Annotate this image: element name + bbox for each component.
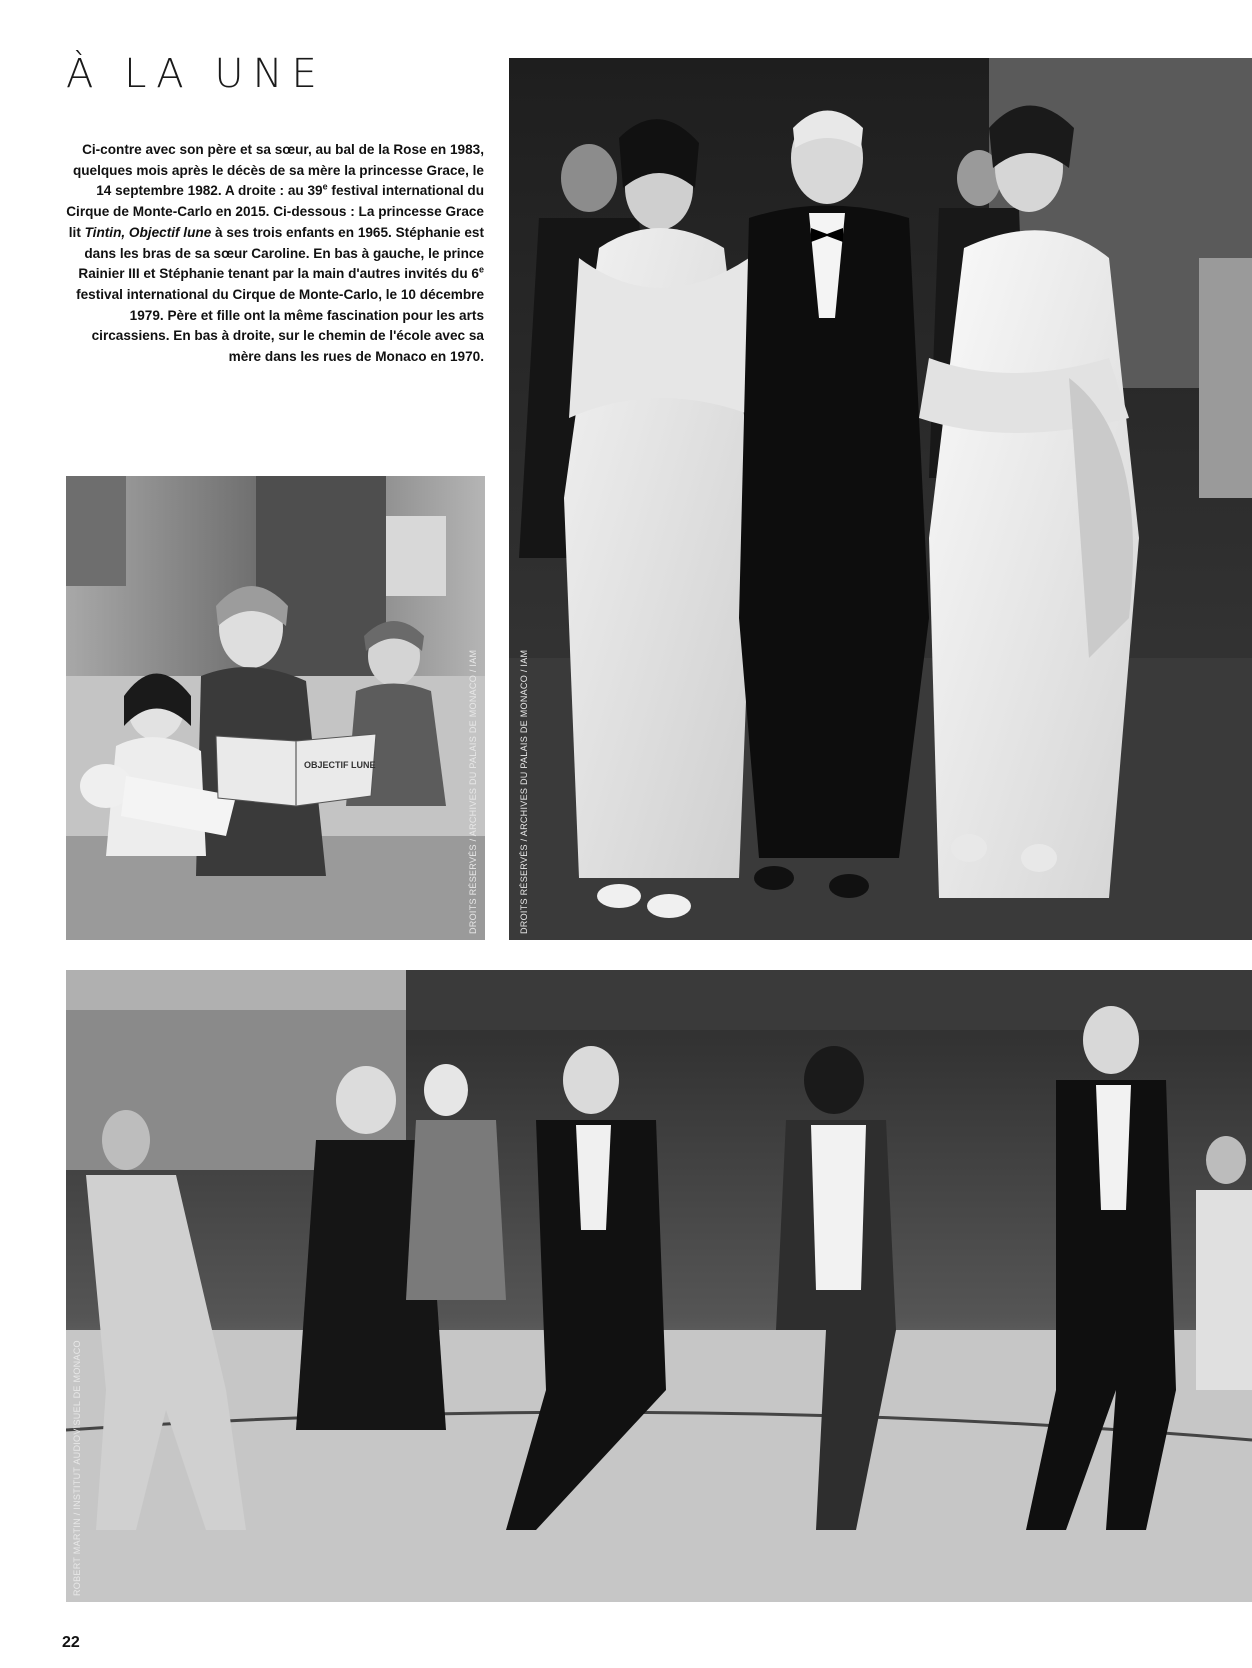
circus-photo-credit: ROBERT MARTIN / INSTITUT AUDIOVISUEL DE MONACO [72,1340,82,1596]
book-title: Tintin, Objectif lune [84,224,212,240]
reading-photo-credit: DROITS RÉSERVÉS / ARCHIVES DU PALAIS DE MONACO / IAM [468,649,478,934]
page-number: 22 [62,1634,80,1651]
ball-photo [509,58,1252,940]
photo-caption: Ci-contre avec son père et sa sœur, au bal de la Rose en 1983, quelques mois après le décès de sa mère la princesse Grace, le 14 septembre 1982. A droite : au 39e festival international du Cirque de Monte-Carlo en 2015. Ci-dessous : La princesse Grace lit Tintin, Objectif lune à ses trois enfants en 1965. Stéphanie est dans les bras de sa sœur Caroline. En bas à gauche, le prince Rainier III et Stéphanie tenant par la main d'autres invités du 6e festival international du Cirque de Monte-Carlo, le 10 décembre 1979. Père et fille ont la même fascination pour les arts circassiens. En bas à droite, sur le chemin de l'école avec sa mère dans les rues de Monaco en 1970. [66,142,484,365]
circus-photo [66,970,1252,1602]
reading-photo [66,476,485,940]
section-title: À LA UNE [66,51,326,97]
book-cover-text: OBJECTIF LUNE [304,760,376,770]
ball-photo-credit: DROITS RÉSERVÉS / ARCHIVES DU PALAIS DE MONACO / IAM [519,649,529,934]
